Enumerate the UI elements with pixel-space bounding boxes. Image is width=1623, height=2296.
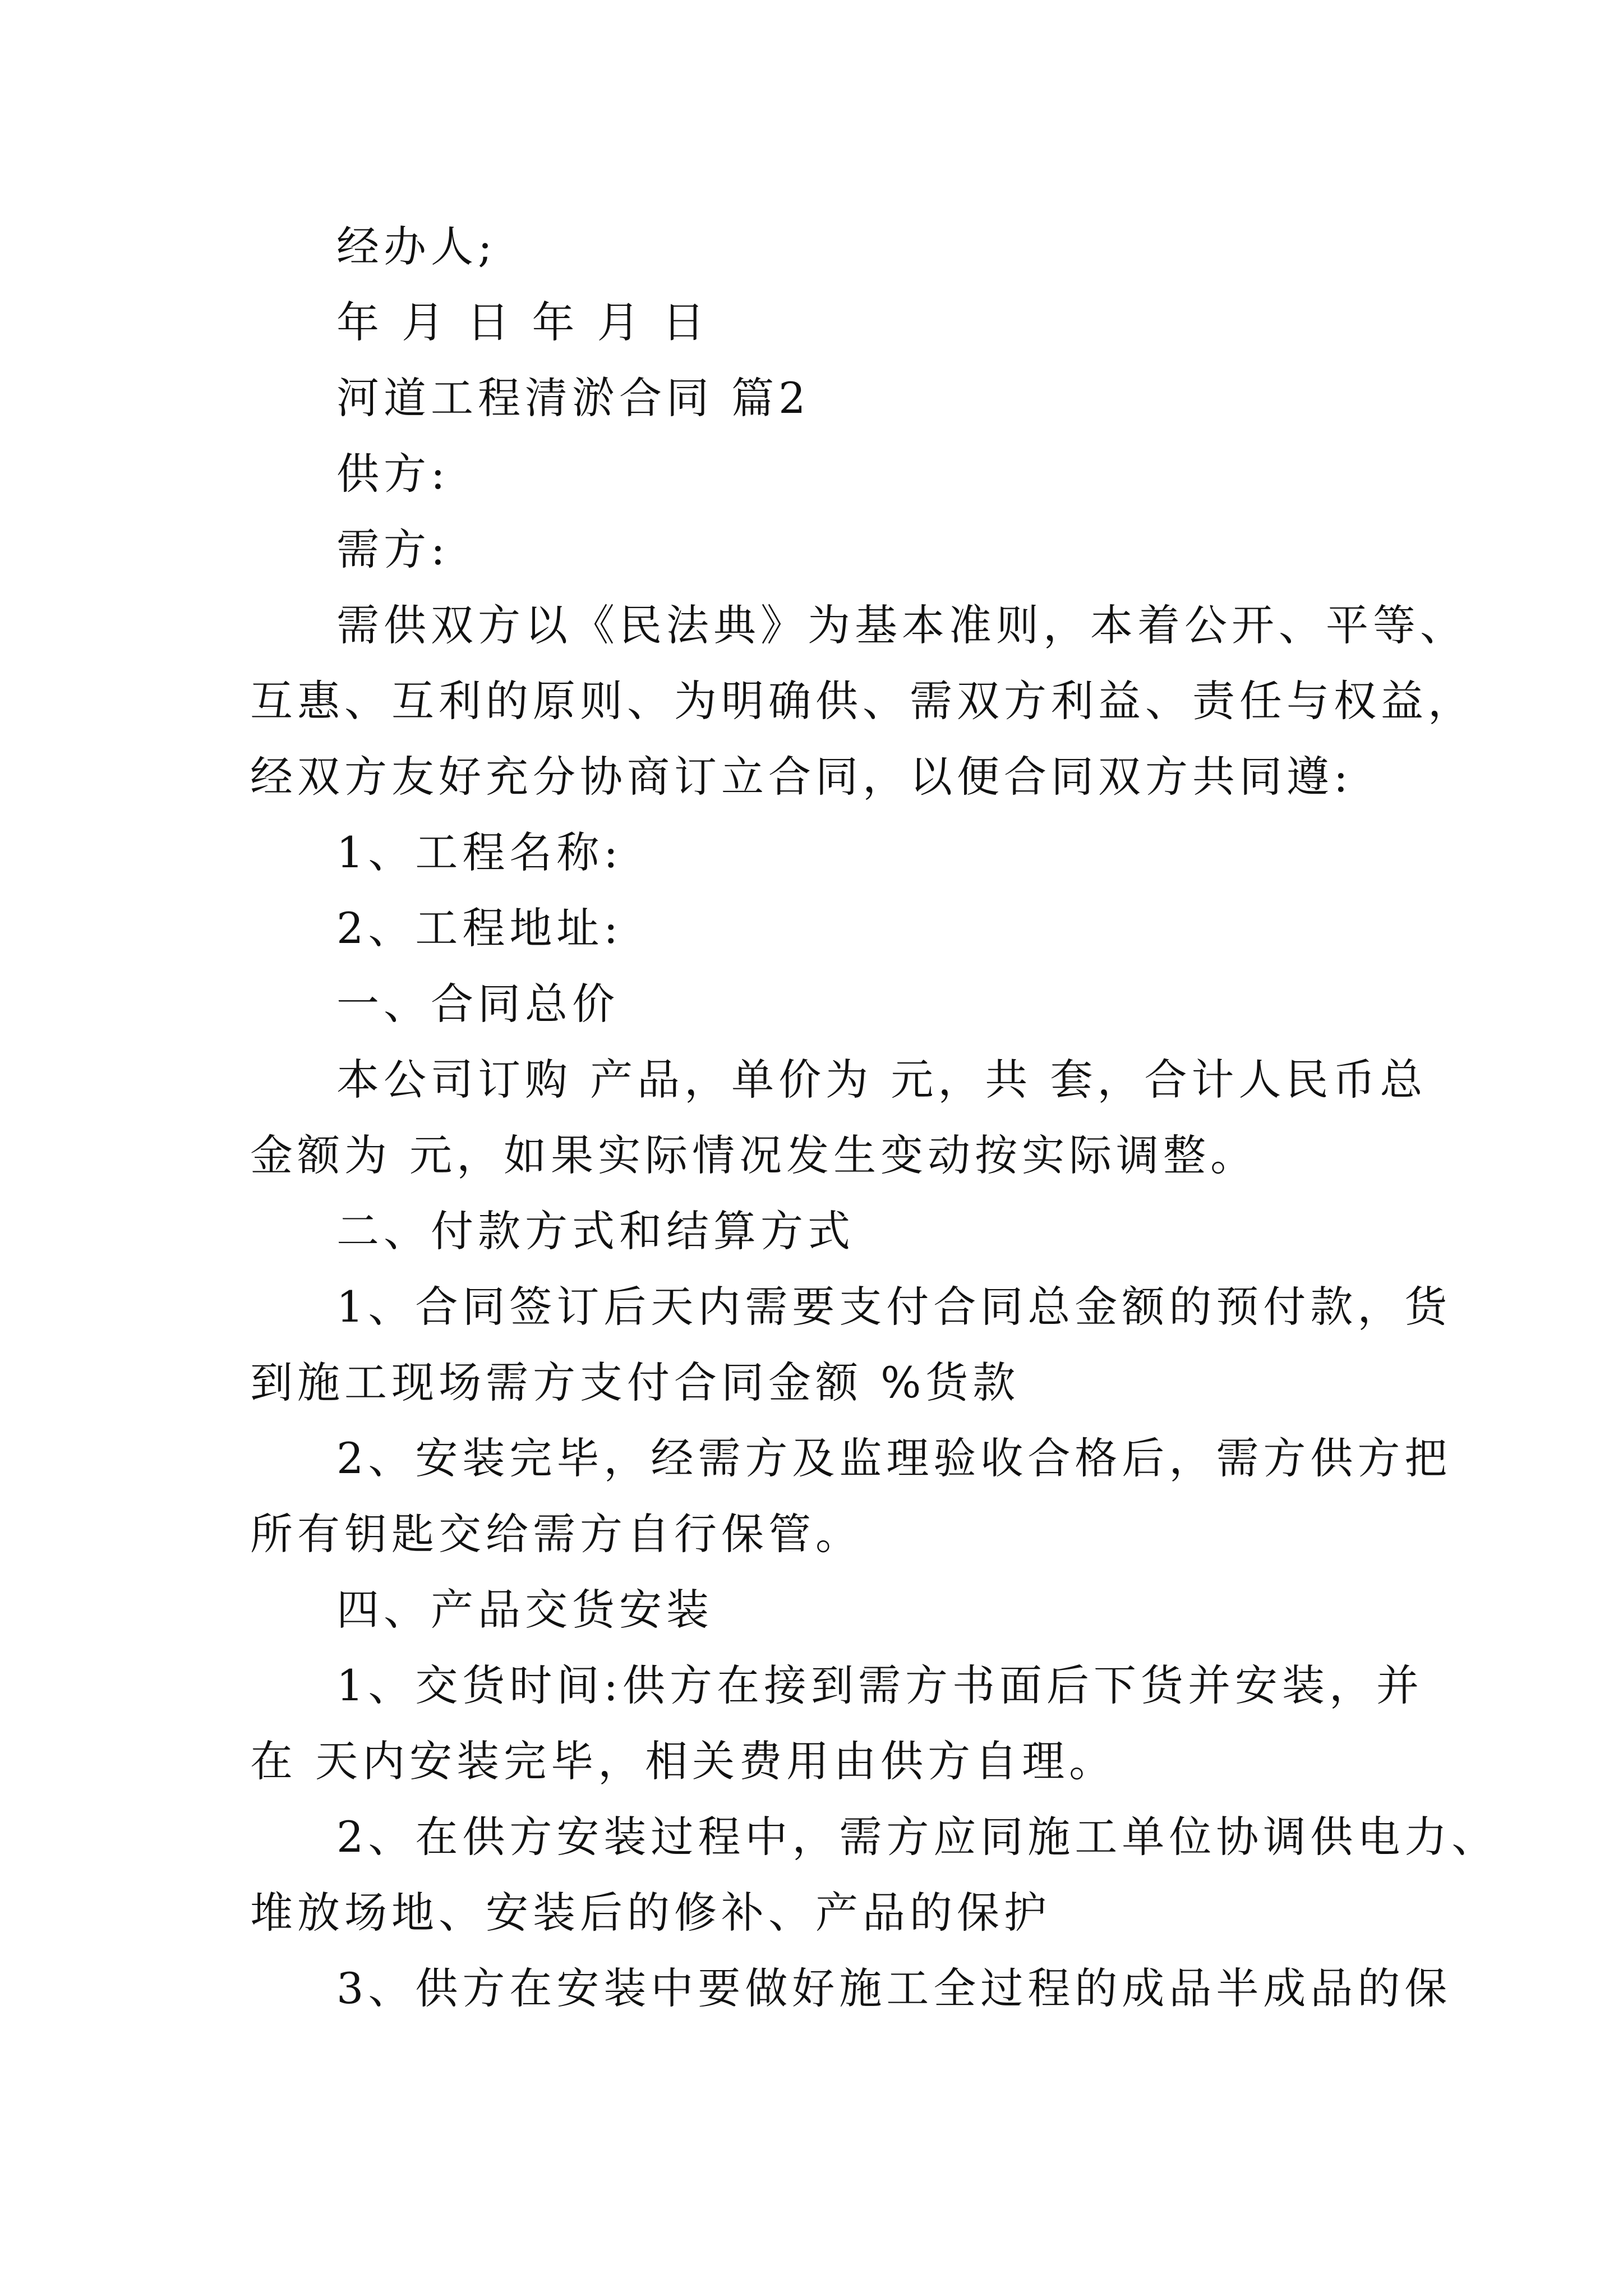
paragraph-line: 2、在供方安装过程中，需方应同施工单位协调供电力、: [336, 1812, 1499, 1862]
contract-title: 河道工程清淤合同 篇2: [336, 373, 810, 423]
project-name-line: 1、工程名称:: [336, 827, 623, 877]
paragraph-line: 在 天内安装完毕，相关费用由供方自理。: [250, 1736, 1117, 1786]
buyer-line: 需方:: [336, 524, 450, 574]
section-heading: 四、产品交货安装: [336, 1585, 713, 1635]
section-heading: 二、付款方式和结算方式: [336, 1206, 855, 1256]
supplier-line: 供方:: [336, 449, 450, 499]
section-heading: 一、合同总价: [336, 979, 619, 1029]
project-address-line: 2、工程地址:: [336, 903, 623, 953]
paragraph-line: 金额为 元，如果实际情况发生变动按实际调整。: [250, 1130, 1258, 1180]
paragraph-line: 需供双方以《民法典》为基本准则，本着公开、平等、: [336, 600, 1467, 650]
paragraph-line: 到施工现场需方支付合同金额 %货款: [250, 1358, 1020, 1407]
paragraph-line: 3、供方在安装中要做好施工全过程的成品半成品的保: [336, 1963, 1452, 2013]
paragraph-line: 1、交货时间:供方在接到需方书面后下货并安装，并: [336, 1660, 1423, 1710]
paragraph-line: 本公司订购 产品，单价为 元，共 套，合计人民币总: [336, 1055, 1427, 1105]
paragraph-line: 2、安装完毕，经需方及监理验收合格后，需方供方把: [336, 1433, 1452, 1483]
paragraph-line: 经双方友好充分协商订立合同，以便合同双方共同遵:: [250, 752, 1353, 802]
date-line: 年 月 日 年 月 日: [336, 297, 709, 347]
paragraph-line: 堆放场地、安装后的修补、产品的保护: [250, 1888, 1051, 1938]
signatory-line: 经办人;: [336, 222, 497, 272]
paragraph-line: 1、合同签订后天内需要支付合同总金额的预付款，货: [336, 1282, 1452, 1332]
paragraph-line: 所有钥匙交给需方自行保管。: [250, 1509, 863, 1559]
paragraph-line: 互惠、互利的原则、为明确供、需双方利益、责任与权益，: [250, 676, 1475, 726]
